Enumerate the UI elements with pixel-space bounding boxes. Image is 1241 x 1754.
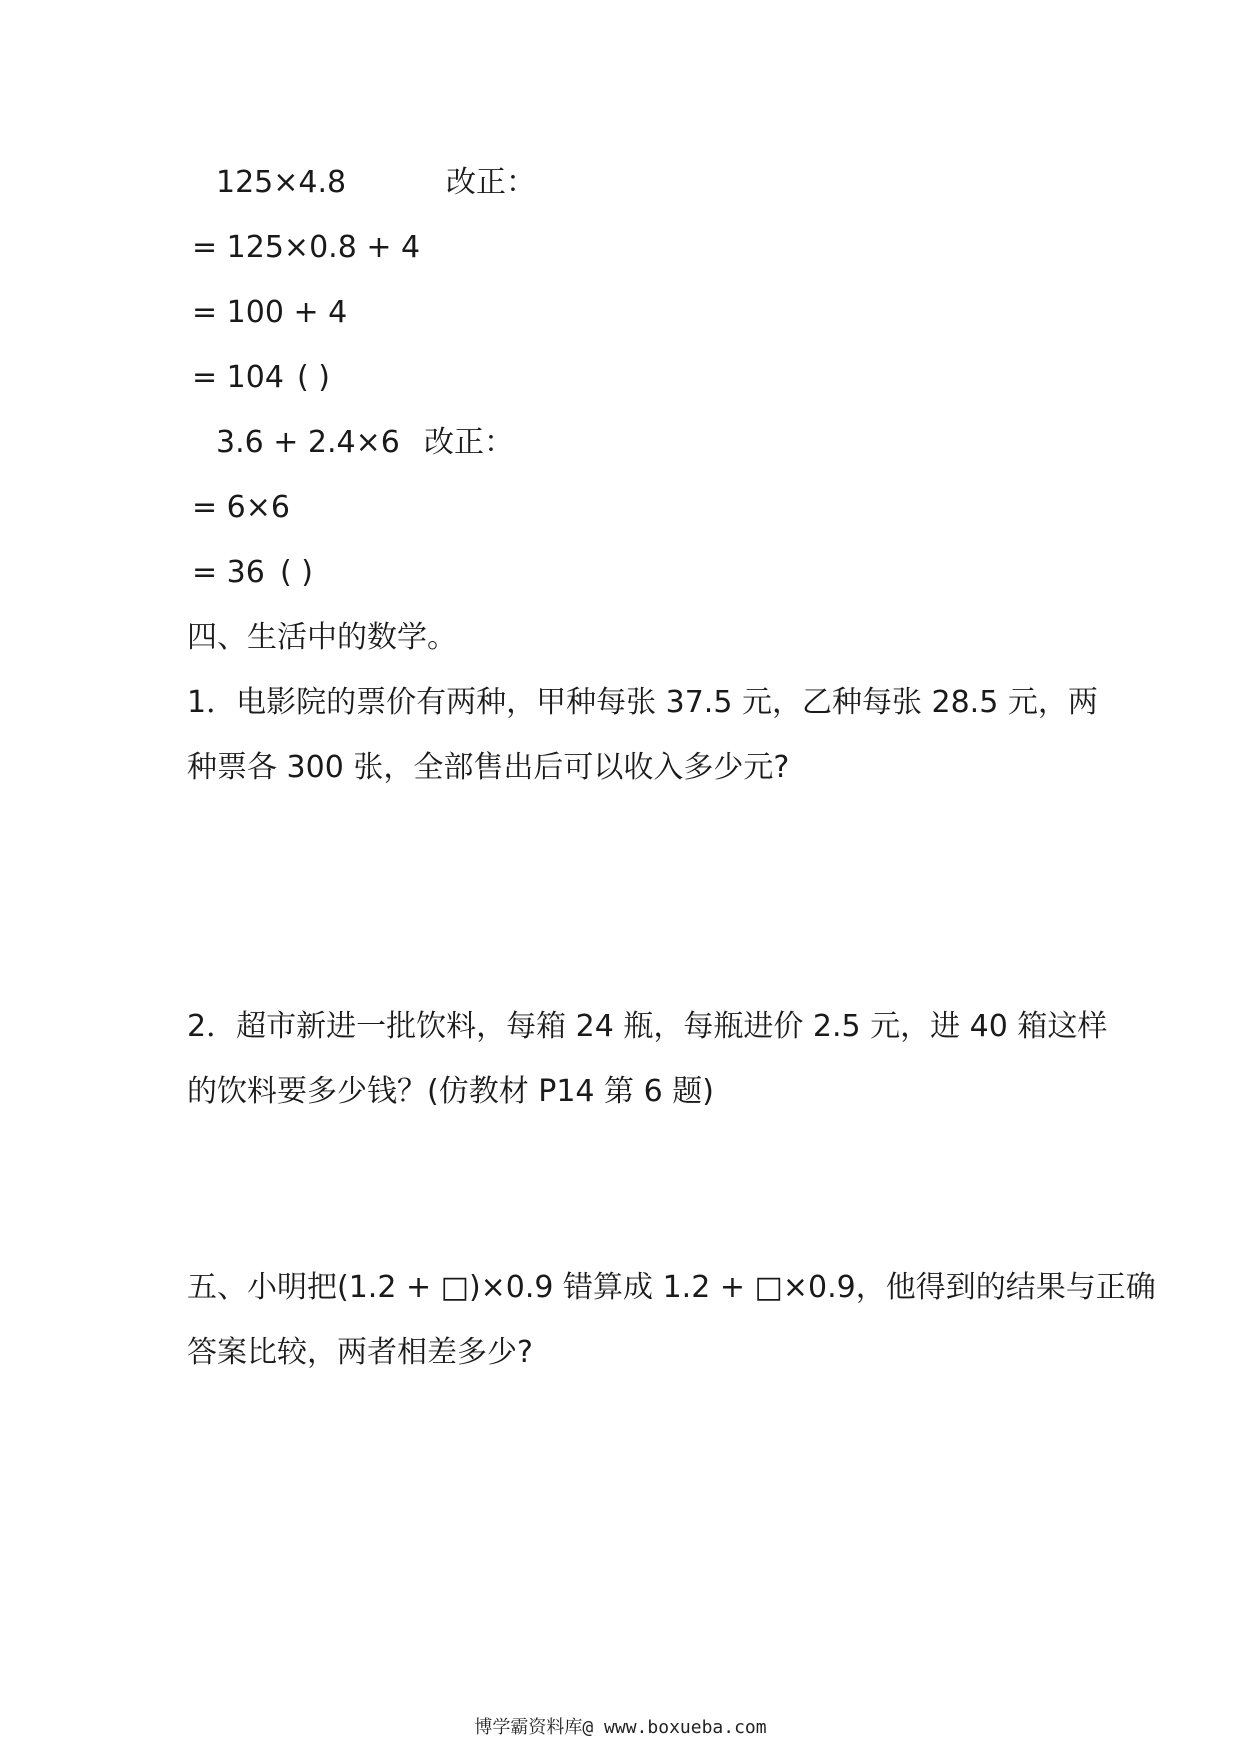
problem2-fix-label: 改正： [424,425,514,460]
problem1-answer-bracket[interactable]: ( ) [297,360,330,395]
section5-line2: 答案比较，两者相差多少? [187,1335,533,1370]
problem1-step2: = 100 + 4 [192,295,348,330]
section4-heading: 四、生活中的数学。 [187,620,457,655]
problem2-expression: 3.6 + 2.4×6 [216,425,400,460]
problem1-expression-row [216,163,346,203]
section4-q1-line1: 1．电影院的票价有两种，甲种每张 37.5 元，乙种每张 28.5 元，两 [187,685,1098,720]
problem2-step2: = 36 [192,555,265,590]
footer-watermark: 博学霸资料库@ www.boxueba.com [474,1717,767,1738]
problem2-step1: = 6×6 [192,490,290,525]
problem1-step1: = 125×0.8 + 4 [192,230,421,265]
problem1-expression: 125×4.8 [216,165,347,200]
problem1-step3: = 104 [192,360,284,395]
section4-q1-line2: 种票各 300 张，全部售出后可以收入多少元? [187,750,790,785]
section4-q2-line2: 的饮料要多少钱？(仿教材 P14 第 6 题) [187,1074,714,1109]
section4-q2-line1: 2．超市新进一批饮料，每箱 24 瓶，每瓶进价 2.5 元，进 40 箱这样 [187,1009,1108,1044]
section5-line1: 五、小明把(1.2 + □)×0.9 错算成 1.2 + □×0.9，他得到的结果与正确 [187,1270,1156,1305]
problem2-answer-bracket[interactable]: ( ) [280,555,313,590]
problem1-fix-label: 改正： [446,165,536,200]
